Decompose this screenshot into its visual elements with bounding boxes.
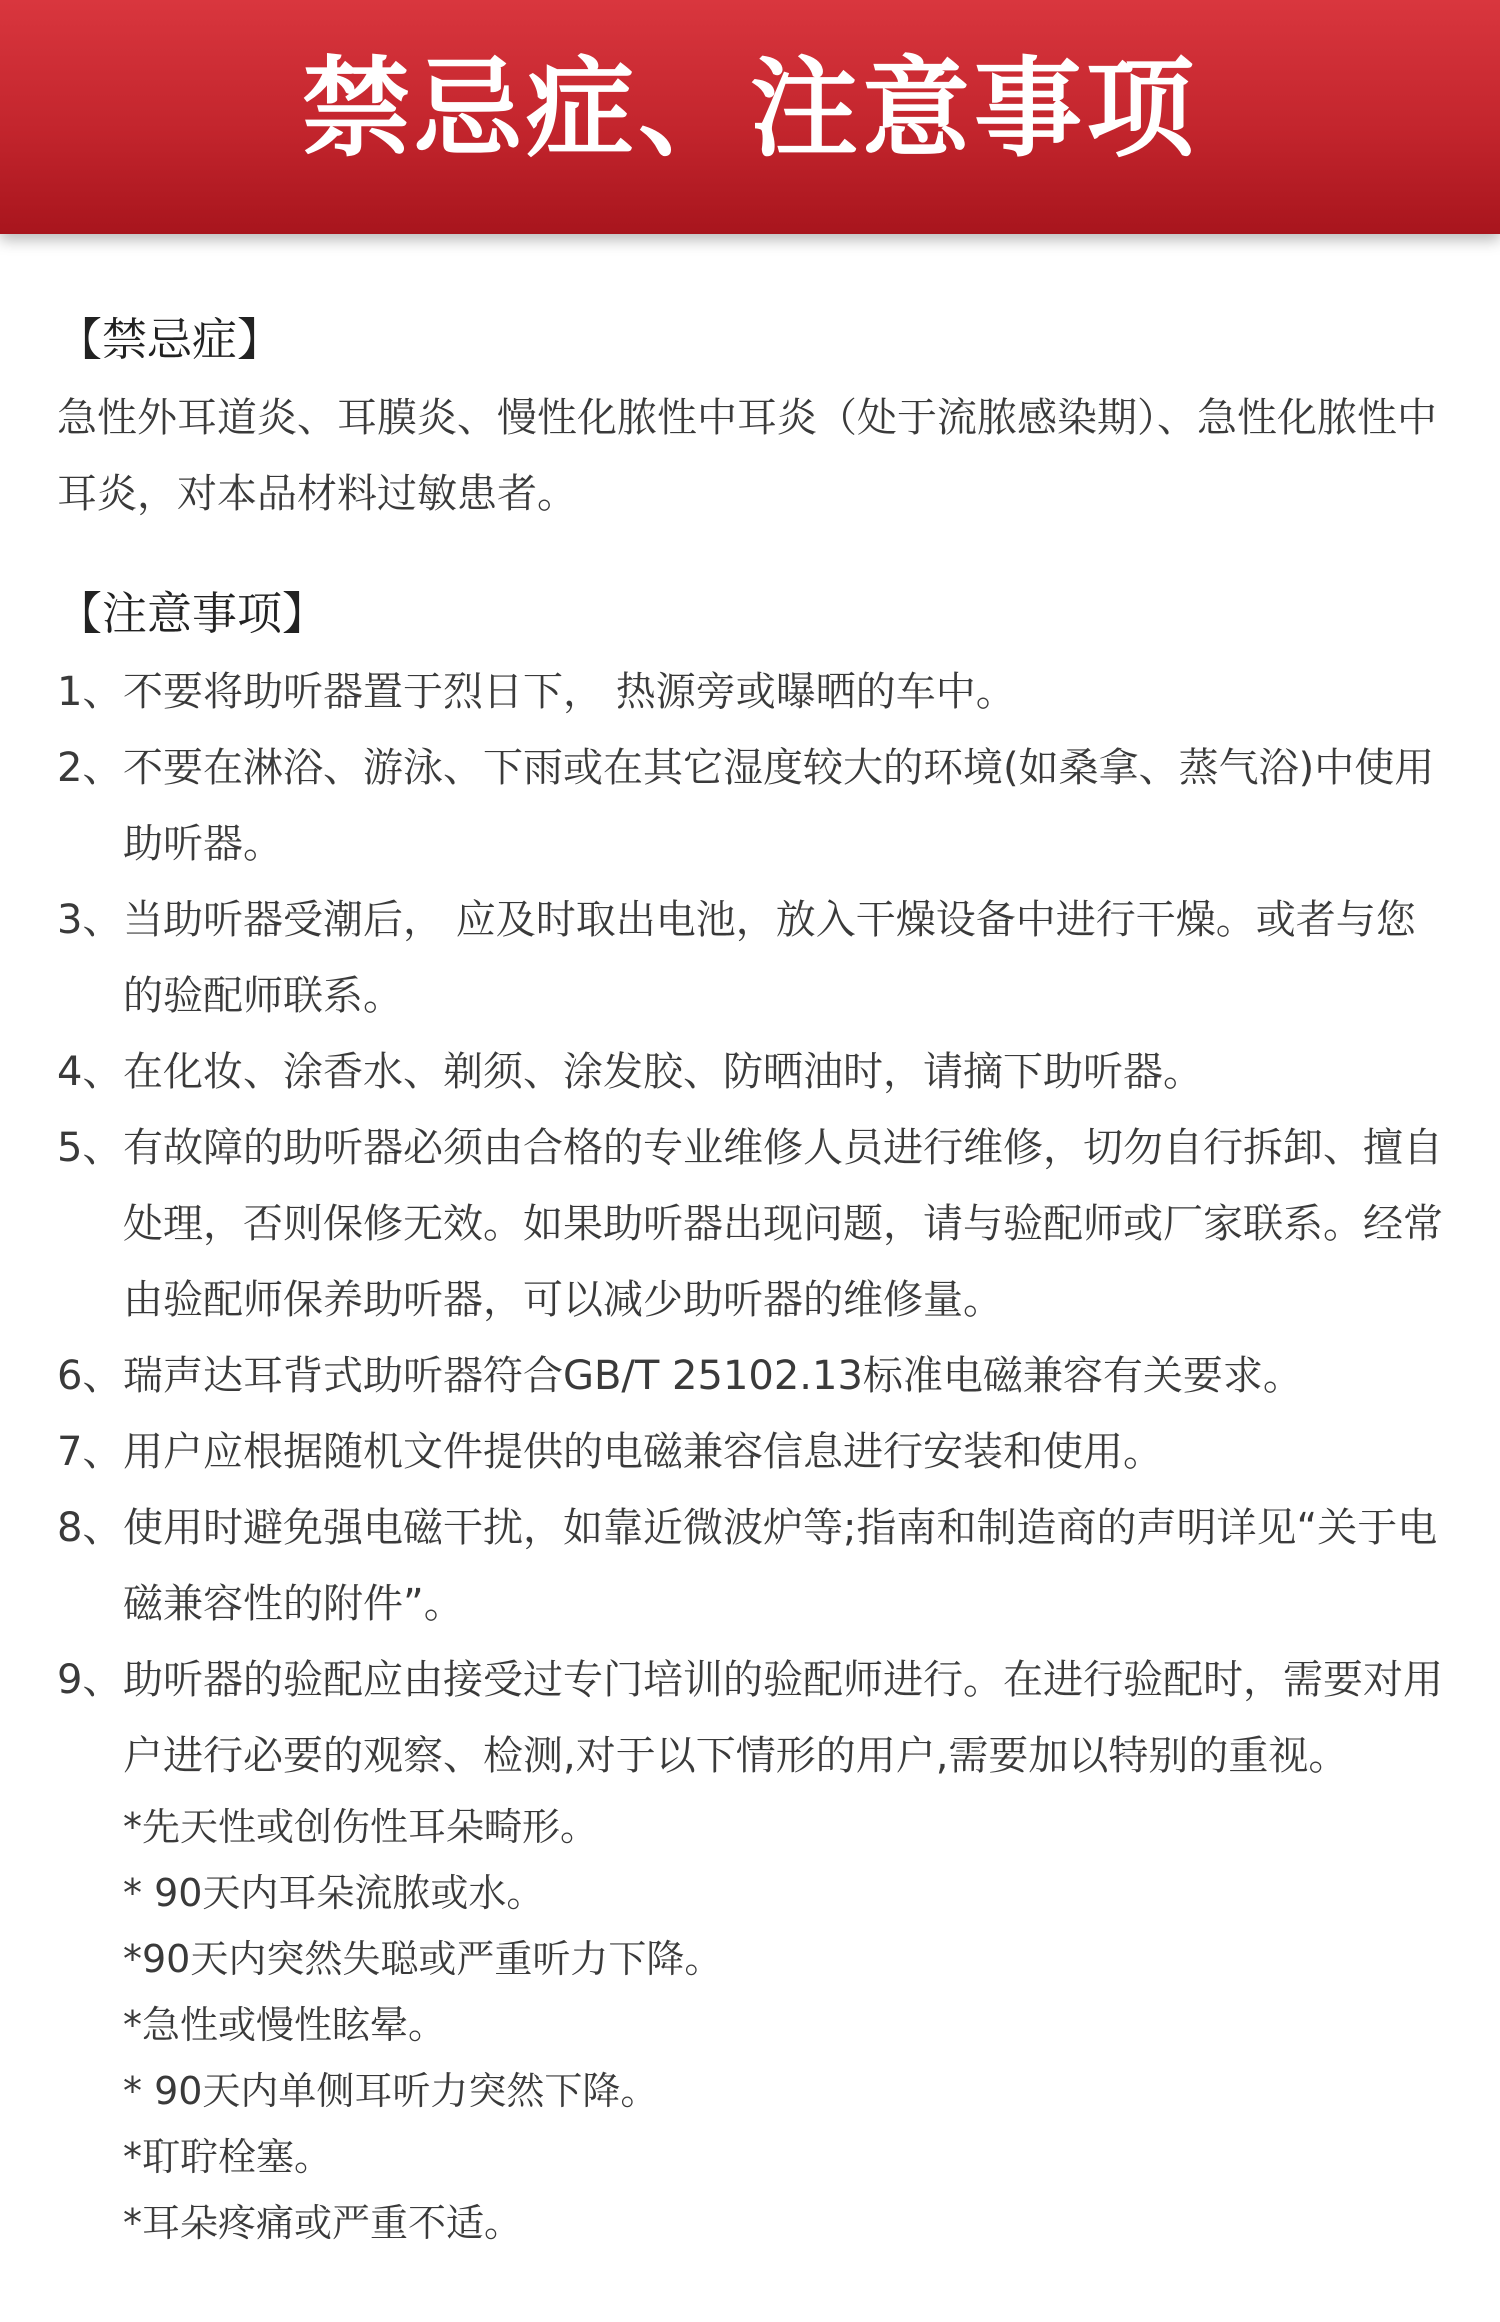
list-number: 8、	[57, 1505, 123, 1551]
precaution-item-6	[57, 1338, 1452, 1414]
precaution-item-8	[57, 1490, 1452, 1642]
list-text: 不要将助听器置于烈日下， 热源旁或曝晒的车中。	[123, 669, 1016, 715]
precaution-item-9	[57, 1642, 1452, 1794]
contraindications-section	[57, 300, 1452, 532]
list-number: 1、	[57, 669, 123, 715]
precaution-item-3	[57, 882, 1452, 1034]
special-case-item: *先天性或创伤性耳朵畸形。	[123, 1805, 599, 1849]
list-number: 2、	[57, 745, 123, 791]
list-number: 4、	[57, 1049, 123, 1095]
precaution-item-7	[57, 1414, 1452, 1490]
precaution-item-1	[57, 654, 1452, 730]
content-body	[57, 300, 1452, 2256]
list-text: 在化妆、涂香水、剃须、涂发胶、防晒油时，请摘下助听器。	[123, 1049, 1203, 1095]
special-cases-list	[57, 1794, 1452, 2256]
precaution-item-2	[57, 730, 1452, 882]
special-case-item: * 90天内单侧耳听力突然下降。	[123, 2069, 659, 2113]
list-text: 用户应根据随机文件提供的电磁兼容信息进行安装和使用。	[123, 1429, 1163, 1475]
list-number: 6、	[57, 1353, 123, 1399]
list-text: 使用时避免强电磁干扰，如靠近微波炉等;指南和制造商的声明详见“关于电磁兼容性的附件”。	[123, 1505, 1438, 1627]
precautions-section	[57, 574, 1452, 2256]
contraindications-text: 急性外耳道炎、耳膜炎、慢性化脓性中耳炎（处于流脓感染期）、急性化脓性中耳炎，对本品材料过敏患者。	[57, 395, 1437, 517]
special-case-item: *耳朵疼痛或严重不适。	[123, 2201, 523, 2245]
list-number: 3、	[57, 897, 123, 943]
list-number: 7、	[57, 1429, 123, 1475]
special-case-item: * 90天内耳朵流脓或水。	[123, 1871, 545, 1915]
list-text: 助听器的验配应由接受过专门培训的验配师进行。在进行验配时，需要对用户进行必要的观察、检测,对于以下情形的用户,需要加以特别的重视。	[123, 1657, 1443, 1779]
list-text: 瑞声达耳背式助听器符合GB/T 25102.13标准电磁兼容有关要求。	[123, 1353, 1303, 1399]
special-case-item: *急性或慢性眩晕。	[123, 2003, 447, 2047]
list-number: 9、	[57, 1657, 123, 1703]
precaution-item-4	[57, 1034, 1452, 1110]
contraindications-heading: 【禁忌症】	[57, 313, 283, 366]
list-number: 5、	[57, 1125, 123, 1171]
page-header	[0, 0, 1500, 234]
list-text: 不要在淋浴、游泳、下雨或在其它湿度较大的环境(如桑拿、蒸气浴)中使用助听器。	[123, 745, 1435, 867]
precautions-list	[57, 654, 1452, 1794]
special-case-item: *耵聍栓塞。	[123, 2135, 333, 2179]
special-case-item: *90天内突然失聪或严重听力下降。	[123, 1937, 723, 1981]
list-text: 当助听器受潮后， 应及时取出电池，放入干燥设备中进行干燥。或者与您的验配师联系。	[123, 897, 1416, 1019]
precautions-heading: 【注意事项】	[57, 587, 328, 640]
page-title: 禁忌症、注意事项	[301, 47, 1198, 172]
list-text: 有故障的助听器必须由合格的专业维修人员进行维修，切勿自行拆卸、擅自处理，否则保修无效。如果助听器出现问题，请与验配师或厂家联系。经常由验配师保养助听器，可以减少助听器的维修量。	[123, 1125, 1443, 1323]
precaution-item-5	[57, 1110, 1452, 1338]
